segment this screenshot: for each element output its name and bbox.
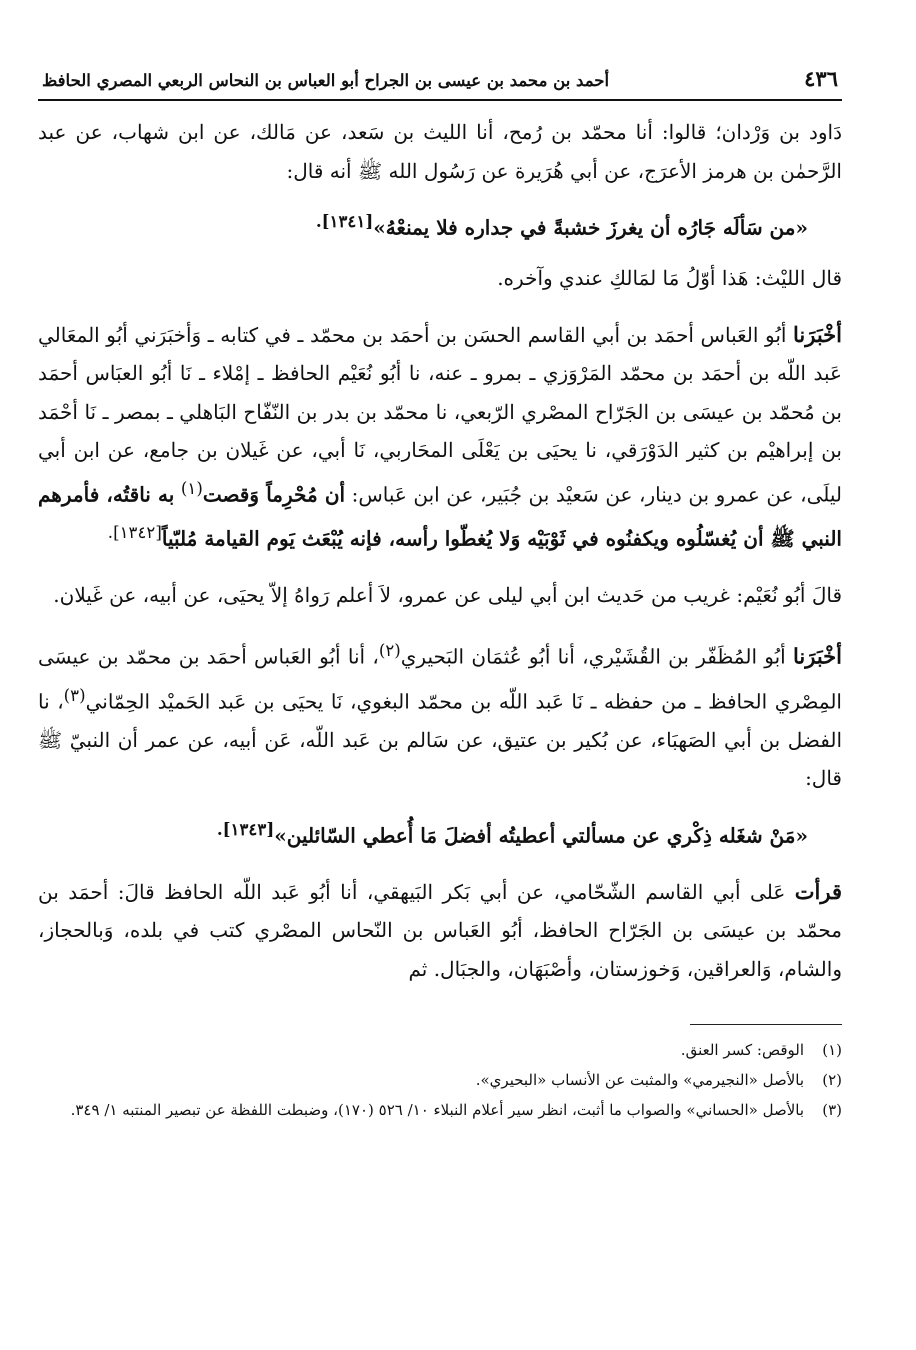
paragraph-6-text-2: ، أنا أبُو العَباس أحمَد بن محمّد بن عيسَى المِصْري الحافظ ـ من حفظه ـ نَا عَبد اللّه بن محمّد البغوي، نَا يحيَى بن عَبد الحَميْد الحِمّاني xyxy=(38,645,842,714)
footnote-number: (٣) xyxy=(822,1101,842,1120)
hadith-number: [١٣٤٢]. xyxy=(107,522,162,542)
footnote-marker-1: (١) xyxy=(180,478,203,498)
paragraph-3 xyxy=(38,259,842,298)
paragraph-6-text-3: ، نا الفضل بن أبي الصَهبَاء، عن بُكير بن عتيق، عن سَالم بن عَبد اللّه، عَن أبيه، عن عمر أن النبيّ ﷺ قال: xyxy=(38,689,842,791)
paragraph-5 xyxy=(38,576,842,615)
footnote-number: (١) xyxy=(822,1041,842,1060)
footnote-1 xyxy=(38,1035,842,1065)
paragraph-8-lead: قرأت xyxy=(794,878,842,904)
footnotes xyxy=(38,1035,842,1125)
paragraph-5-text: قالَ أبُو نُعَيْم: غريب من حَديث ابن أبي ليلى عن عمرو، لاَ أعلم رَواهُ إلاّ يحيَى، عن أبيه، عن غَيلان. xyxy=(53,582,842,607)
paragraph-1-text: دَاود بن وَرْدان؛ قالوا: أنا محمّد بن رُمح، أنا الليث بن سَعد، عن مَالك، عن ابن شهاب، عن عبد الرَّحمٰن بن هرمز الأعرَج، عن أبي هُرَيرة عن رَسُول الله ﷺ أنه قال: xyxy=(38,120,842,183)
page-number: ٤٣٦ xyxy=(804,66,838,91)
paragraph-4 xyxy=(38,316,842,558)
footnote-marker-2: (٢) xyxy=(378,641,401,661)
paragraph-4-lead: أخْبَرَنا xyxy=(793,321,842,347)
running-title: أحمد بن محمد بن عيسى بن الجراح أبو العباس بن النحاس الربعي المصري الحافظ xyxy=(42,71,610,90)
paragraph-4-hadith-b: به ناقتُه، فأمرهم النبي ﷺ أن يُغسّلُوه ويكفنُوه في ثَوْبَيْه وَلا يُغطّوا رأسه، فإنه يُبْعَث يَوم القيامة مُلبّياً xyxy=(38,482,842,551)
hadith-number: [١٣٤٣]. xyxy=(216,818,275,839)
paragraph-3-text: قال الليْث: هَذا أوّلُ مَا لمَالكِ عندي وآخره. xyxy=(497,266,842,291)
footnote-divider xyxy=(690,1024,842,1025)
paragraph-6-text-1: أبُو المُظَفّر بن القُشَيْري، أنا أبُو عُثمَان البَحيري xyxy=(400,645,786,670)
footnote-text: الوقص: كسر العنق. xyxy=(680,1041,804,1060)
hadith-quote-1341 xyxy=(38,202,842,247)
footnote-number: (٢) xyxy=(822,1071,842,1090)
footnote-2 xyxy=(38,1065,842,1095)
paragraph-1 xyxy=(38,113,842,190)
hadith-number: [١٣٤١]. xyxy=(315,211,374,231)
paragraph-6 xyxy=(38,632,842,797)
paragraph-4-text: أبُو العَباس أحمَد بن أبي القاسم الحسَن بن أحمَد بن محمّد ـ في كتابه ـ وَأخبَرَني أبُو المعَالي عَبد اللّه بن أحمَد بن محمّد المَرْوَزي ـ بمرو ـ عنه، نا أبُو نُعَيْم الحافظ ـ إمْلاء ـ نَا أبُو العبَاس أحمَد بن مُحمّد بن عيسَى بن الجَرّاح المصْري الرّبعي، نا محمّد بن بدر بن النّفّاح البَاهلي ـ بمصر ـ نَا أحْمَد بن إبراهيْم بن كثير الدَوْرَقي، نا يحيَى بن يَعْلَى المحَاربي، نَا أبي، عن غَيلان بن جامع، عن ابن أبي ليلَى، عن عمرو بن دينار، عن سَعيْد بن جُبَير، عن ابن عَباس: xyxy=(38,322,842,507)
paragraph-4-hadith-a: أن مُحْرِماً وَقصت xyxy=(202,482,346,507)
footnote-text: بالأصل «الحساني» والصواب ما أثبت، انظر سير أعلام النبلاء ١٠/ ٥٢٦ (١٧٠)، وضبطت اللفظة عن تبصير المنتبه ١/ ٣٤٩. xyxy=(70,1101,804,1120)
paragraph-8-text: عَلى أبي القاسم الشّحّامي، عن أبي بَكر البَيهقي، أنا أبُو عَبد اللّه الحافظ قالَ: أحمَد بن محمّد بن عيسَى بن الجَرّاح الحافظ، أبُو العَباس بن النّحاس المصْري كتب في بلده، وَبالحجاز، والشام، وَالعراقين، وَخوزستان، وأصْبَهَان، والجبَال. ثم xyxy=(38,879,842,981)
hadith-text: «من سَألَه جَارُه أن يغرزَ خشبةً في جداره فلا يمنعْهُ» xyxy=(373,215,808,240)
hadith-text: «مَنْ شغَله ذِكْري عن مسألتي أعطيتُه أفضلَ مَا أُعطي السّائلين» xyxy=(274,823,808,848)
footnote-3 xyxy=(38,1095,842,1125)
main-text xyxy=(38,113,842,988)
paragraph-6-lead: أخْبَرَنا xyxy=(793,644,842,670)
running-header xyxy=(38,66,842,101)
footnote-marker-3: (٣) xyxy=(63,685,86,705)
paragraph-8 xyxy=(38,873,842,989)
footnote-text: بالأصل «النجيرمي» والمثبت عن الأنساب «البحيري». xyxy=(475,1071,804,1090)
book-page xyxy=(38,66,842,1125)
hadith-quote-1343 xyxy=(38,810,842,855)
